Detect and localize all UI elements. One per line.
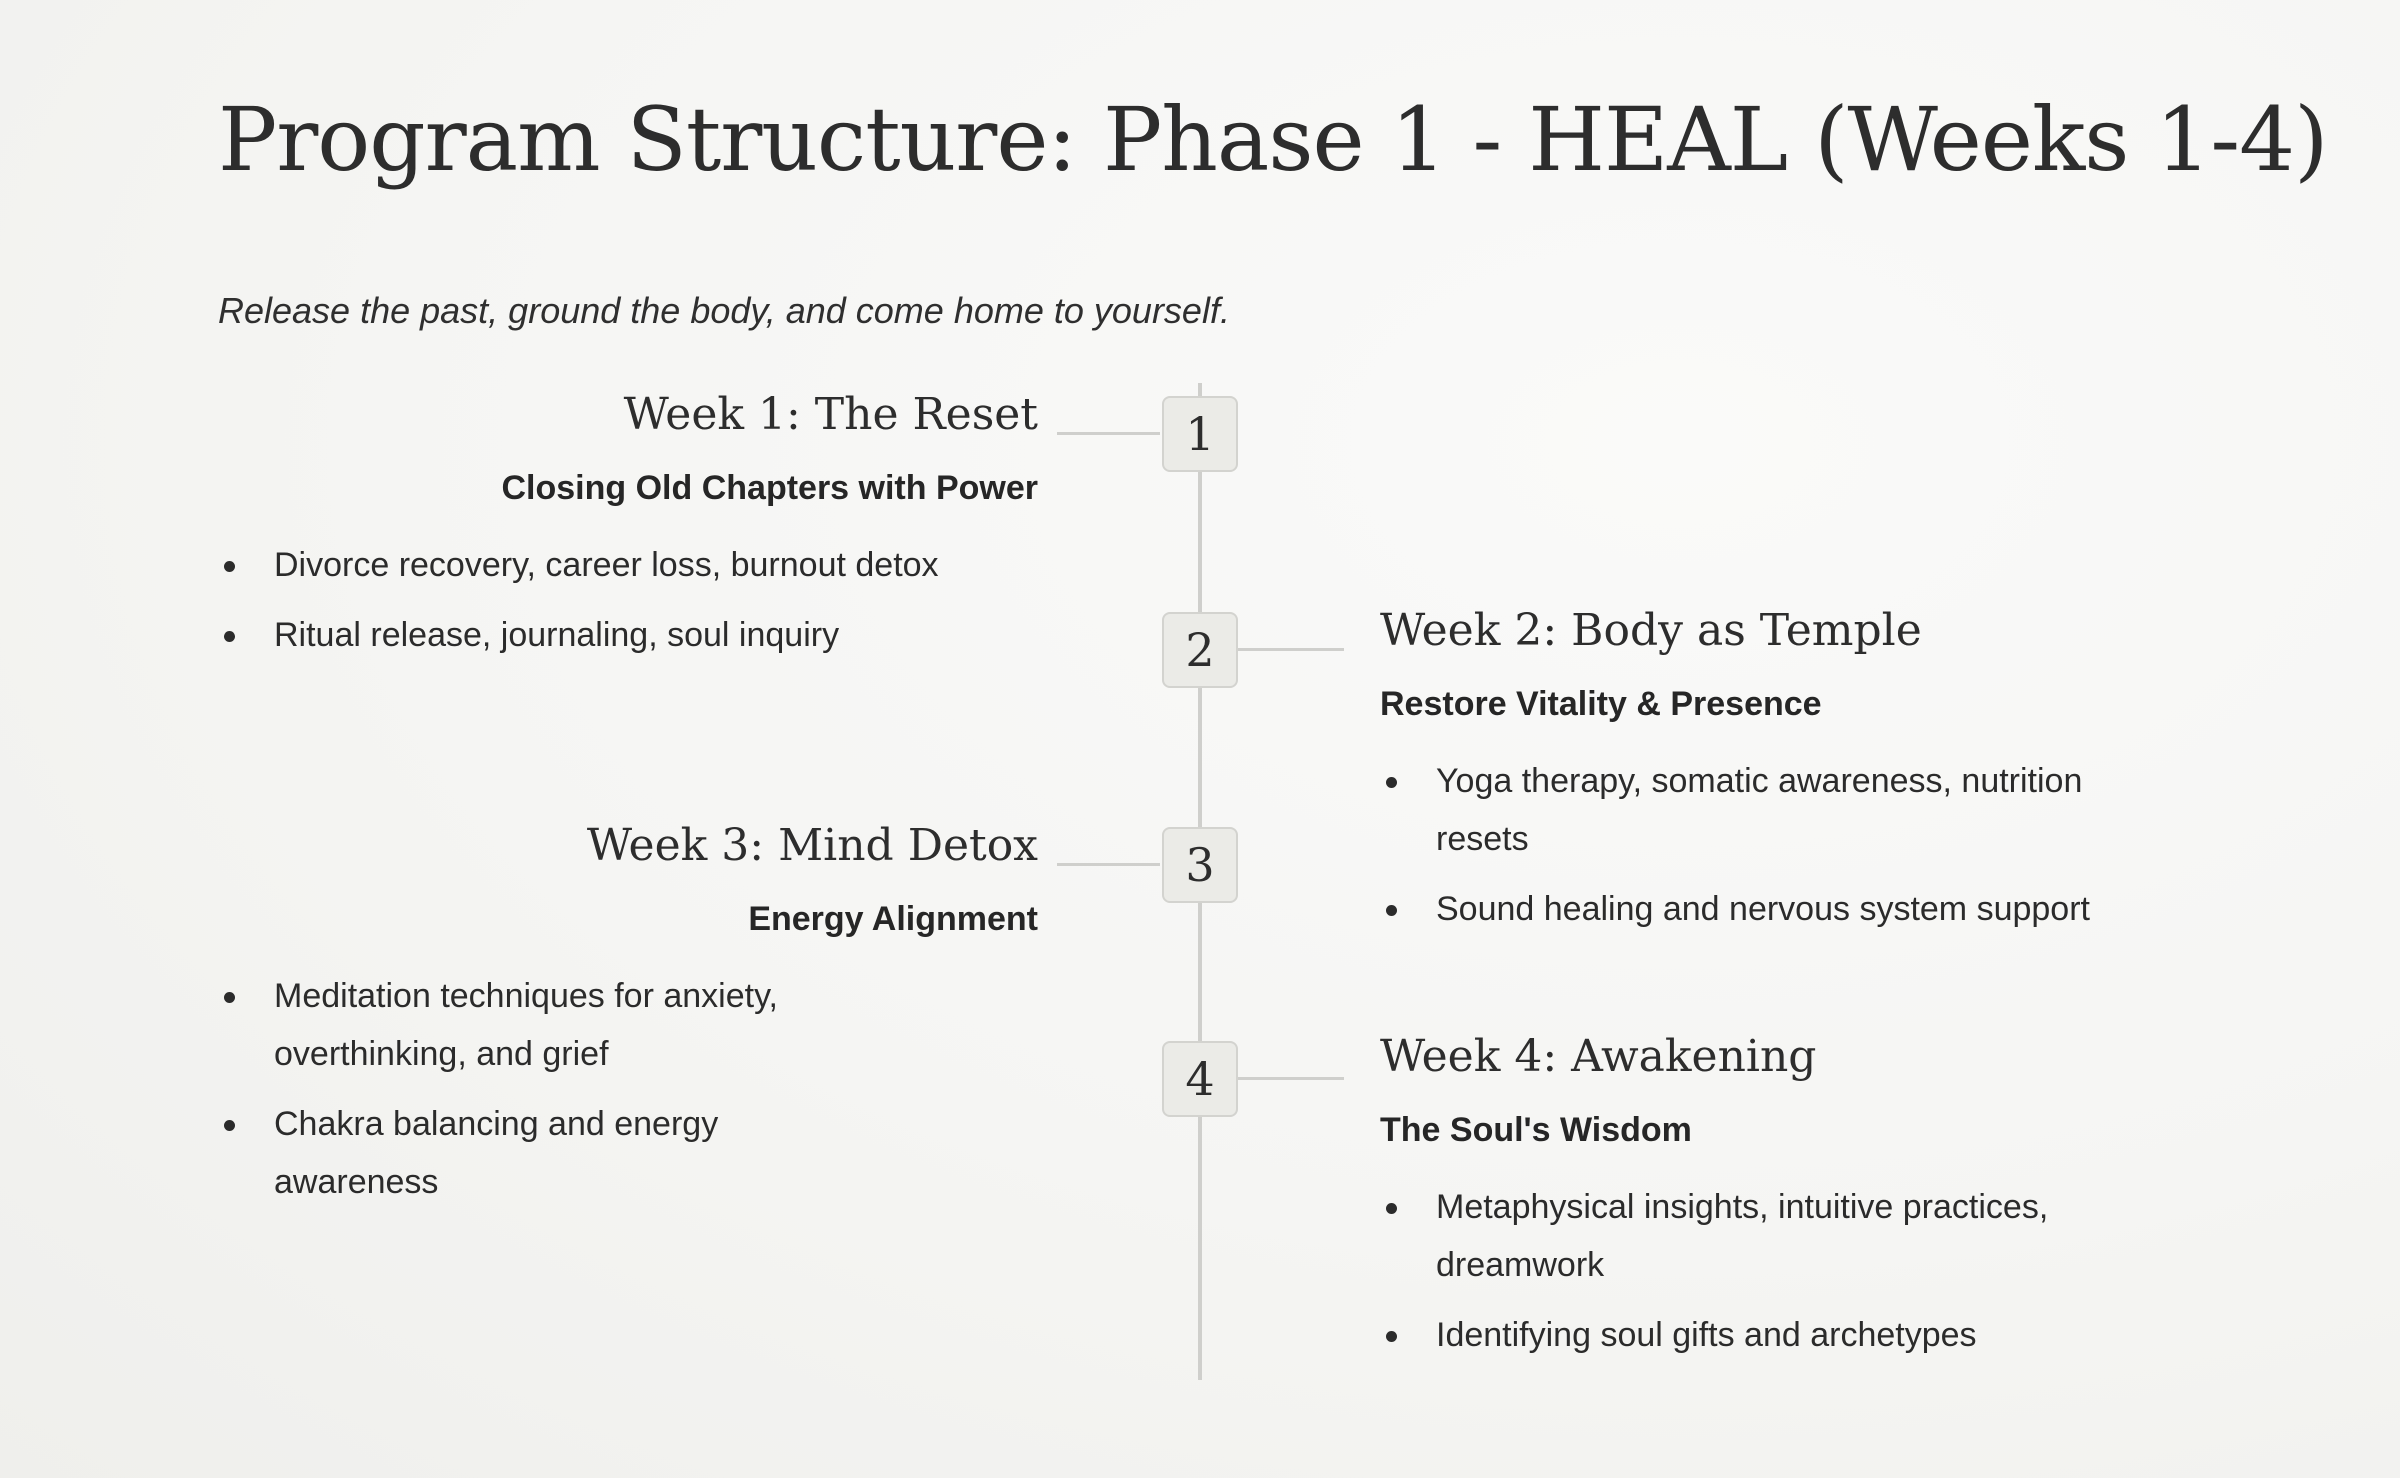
list-item: Identifying soul gifts and archetypes [1380,1306,2140,1364]
list-item: Sound healing and nervous system support [1380,880,2140,938]
list-item: Chakra balancing and energy awareness [218,1095,868,1211]
week-2-title: Week 2: Body as Temple [1380,605,1922,656]
week-3-connector [1057,863,1160,866]
week-2-badge: 2 [1162,612,1238,688]
week-4-title: Week 4: Awakening [1380,1031,1817,1082]
week-1-bullet-list [218,536,1038,664]
week-3-badge: 3 [1162,827,1238,903]
list-item: Divorce recovery, career loss, burnout detox [218,536,1038,594]
list-item: Ritual release, journaling, soul inquiry [218,606,1038,664]
week-1-section [218,389,1038,676]
week-3-title: Week 3: Mind Detox [586,820,1038,871]
week-2-bullet-list [1380,752,2140,938]
week-1-badge: 1 [1162,396,1238,472]
week-4-connector [1238,1077,1344,1080]
week-4-bullet-list [1380,1178,2140,1364]
week-3-section [218,820,1038,1223]
week-2-subtitle: Restore Vitality & Presence [1380,684,1822,723]
week-2-connector [1238,648,1344,651]
week-4-section [1380,1031,2200,1376]
page-subtitle: Release the past, ground the body, and come home to yourself. [218,290,1230,331]
week-1-title: Week 1: The Reset [623,389,1038,440]
week-4-badge: 4 [1162,1041,1238,1117]
list-item: Yoga therapy, somatic awareness, nutrition resets [1380,752,2140,868]
week-1-subtitle: Closing Old Chapters with Power [501,468,1038,507]
list-item: Meditation techniques for anxiety, overthinking, and grief [218,967,868,1083]
week-2-section [1380,605,2200,950]
list-item: Metaphysical insights, intuitive practices, dreamwork [1380,1178,2140,1294]
week-1-connector [1057,432,1160,435]
page-title: Program Structure: Phase 1 - HEAL (Weeks 1-4) [218,88,2328,191]
week-3-subtitle: Energy Alignment [748,899,1038,938]
week-4-subtitle: The Soul's Wisdom [1380,1110,1692,1149]
week-3-bullet-list [218,967,868,1211]
